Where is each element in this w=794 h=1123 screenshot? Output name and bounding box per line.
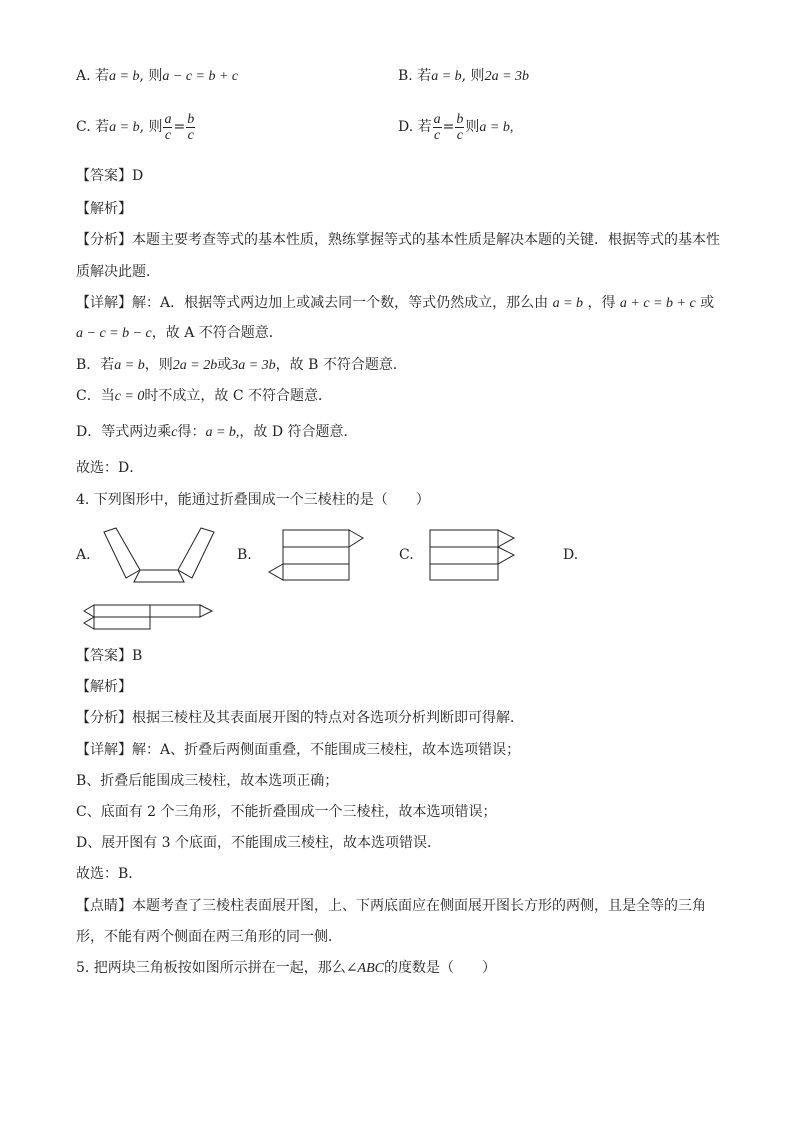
q3-option-b: [398, 66, 529, 87]
q3-answer: [76, 166, 143, 186]
q3-option-d: [398, 110, 513, 145]
q4-label-a: A.: [76, 547, 91, 563]
math: a = b: [109, 120, 140, 135]
detail-tag: 【详解】: [76, 295, 132, 311]
q4-figure-d: [80, 600, 216, 634]
detail-tag: 【详解】: [76, 742, 132, 758]
text: , 则: [139, 119, 163, 135]
option-label: A. 若: [76, 68, 110, 84]
text: , 则: [461, 68, 485, 84]
q3-fenxi-line1: [76, 230, 720, 250]
q3-option-a: [76, 66, 238, 87]
math: =: [173, 119, 186, 135]
q4-figure-c: [428, 527, 518, 583]
math: 2a = 3b: [484, 69, 530, 84]
dianjing-tag: 【点睛】: [76, 898, 132, 914]
q4-detail-line4: D、展开图有 3 个底面，不能围成三棱柱，故本选项错误．: [76, 835, 442, 851]
q4-figure-b: [265, 527, 367, 583]
fraction: $\frac{b}{c}$: [456, 111, 464, 143]
q4-label-c: C.: [399, 547, 414, 563]
math: a − c = b + c: [162, 69, 239, 84]
text: 则: [465, 119, 480, 135]
text: , 则: [139, 68, 163, 84]
q4-detail-line3: C、底面有 2 个三角形，不能折叠围成一个三棱柱，故本选项错误；: [76, 804, 497, 820]
text: 本题主要考查等式的基本性质，熟练掌握等式的基本性质是解决本题的关键．根据等式的基本性: [132, 232, 720, 248]
option-label: D. 若: [398, 119, 432, 135]
fenxi-tag: 【分析】: [76, 710, 132, 726]
q4-label-d: D.: [563, 547, 579, 563]
option-label: B. 若: [398, 68, 432, 84]
q4-detail-line1: 【详解】解：A、折叠后两侧面重叠，不能围成三棱柱，故本选项错误；: [76, 742, 521, 758]
fraction: $\frac{b}{c}$: [187, 111, 195, 143]
q3-detail-line1: 【详解】解：A．根据等式两边加上或减去同一个数，等式仍然成立，那么由 a = b ，得 a + c = b + c 或: [76, 295, 715, 311]
answer-value: D: [132, 168, 144, 184]
q4-final: 故选：B．: [76, 866, 143, 882]
answer-value: B: [132, 648, 143, 664]
q3-fenxi-line2: 质解决此题．: [76, 264, 160, 280]
q3-final: 故选：D．: [76, 460, 144, 476]
fraction: $\frac{a}{c}$: [433, 111, 441, 143]
q3-detail-line5: D．等式两边乘c得：a = b,，故 D 符合题意．: [76, 424, 358, 440]
q3-detail-line3: B．若a = b，则2a = 2b或3a = 3b，故 B 不符合题意．: [76, 357, 407, 373]
q4-stem: 4. 下列图形中，能通过折叠围成一个三棱柱的是（ ）: [76, 492, 430, 508]
math: a = b,: [479, 120, 514, 135]
q4-dianjing-line2: 形，不能有两个侧面在两三角形的同一侧．: [76, 929, 342, 945]
q4-answer: [76, 646, 142, 666]
q3-detail-line2: a − c = b − c，故 A 不符合题意．: [76, 325, 283, 341]
math: a = b: [431, 69, 462, 84]
q3-option-c: [76, 110, 196, 145]
math: =: [442, 119, 455, 135]
q4-detail-line2: B、折叠后能围成三棱柱，故本选项正确；: [76, 773, 339, 789]
q4-figure-a: [98, 526, 220, 588]
q3-analysis-tag: 【解析】: [76, 201, 132, 217]
answer-tag: 【答案】: [76, 648, 132, 664]
q4-fenxi: 【分析】根据三棱柱及其表面展开图的特点对各选项分析判断即可得解．: [76, 710, 524, 726]
option-label: C. 若: [76, 119, 110, 135]
fenxi-tag: 【分析】: [76, 232, 132, 248]
q4-label-b: B.: [237, 547, 252, 563]
q3-detail-line4: C．当c = 0时不成立，故 C 不符合题意．: [76, 388, 333, 404]
answer-tag: 【答案】: [76, 168, 132, 184]
math: a = b: [109, 69, 140, 84]
q4-analysis-tag: 【解析】: [76, 679, 132, 695]
fraction: $\frac{a}{c}$: [164, 111, 172, 143]
q5-stem: 5. 把两块三角板按如图所示拼在一起，那么∠ABC的度数是（ ）: [76, 960, 496, 976]
q4-dianjing-line1: 【点睛】本题考查了三棱柱表面展开图，上、下两底面应在侧面展开图长方形的两侧，且是全等的三角: [76, 898, 706, 914]
